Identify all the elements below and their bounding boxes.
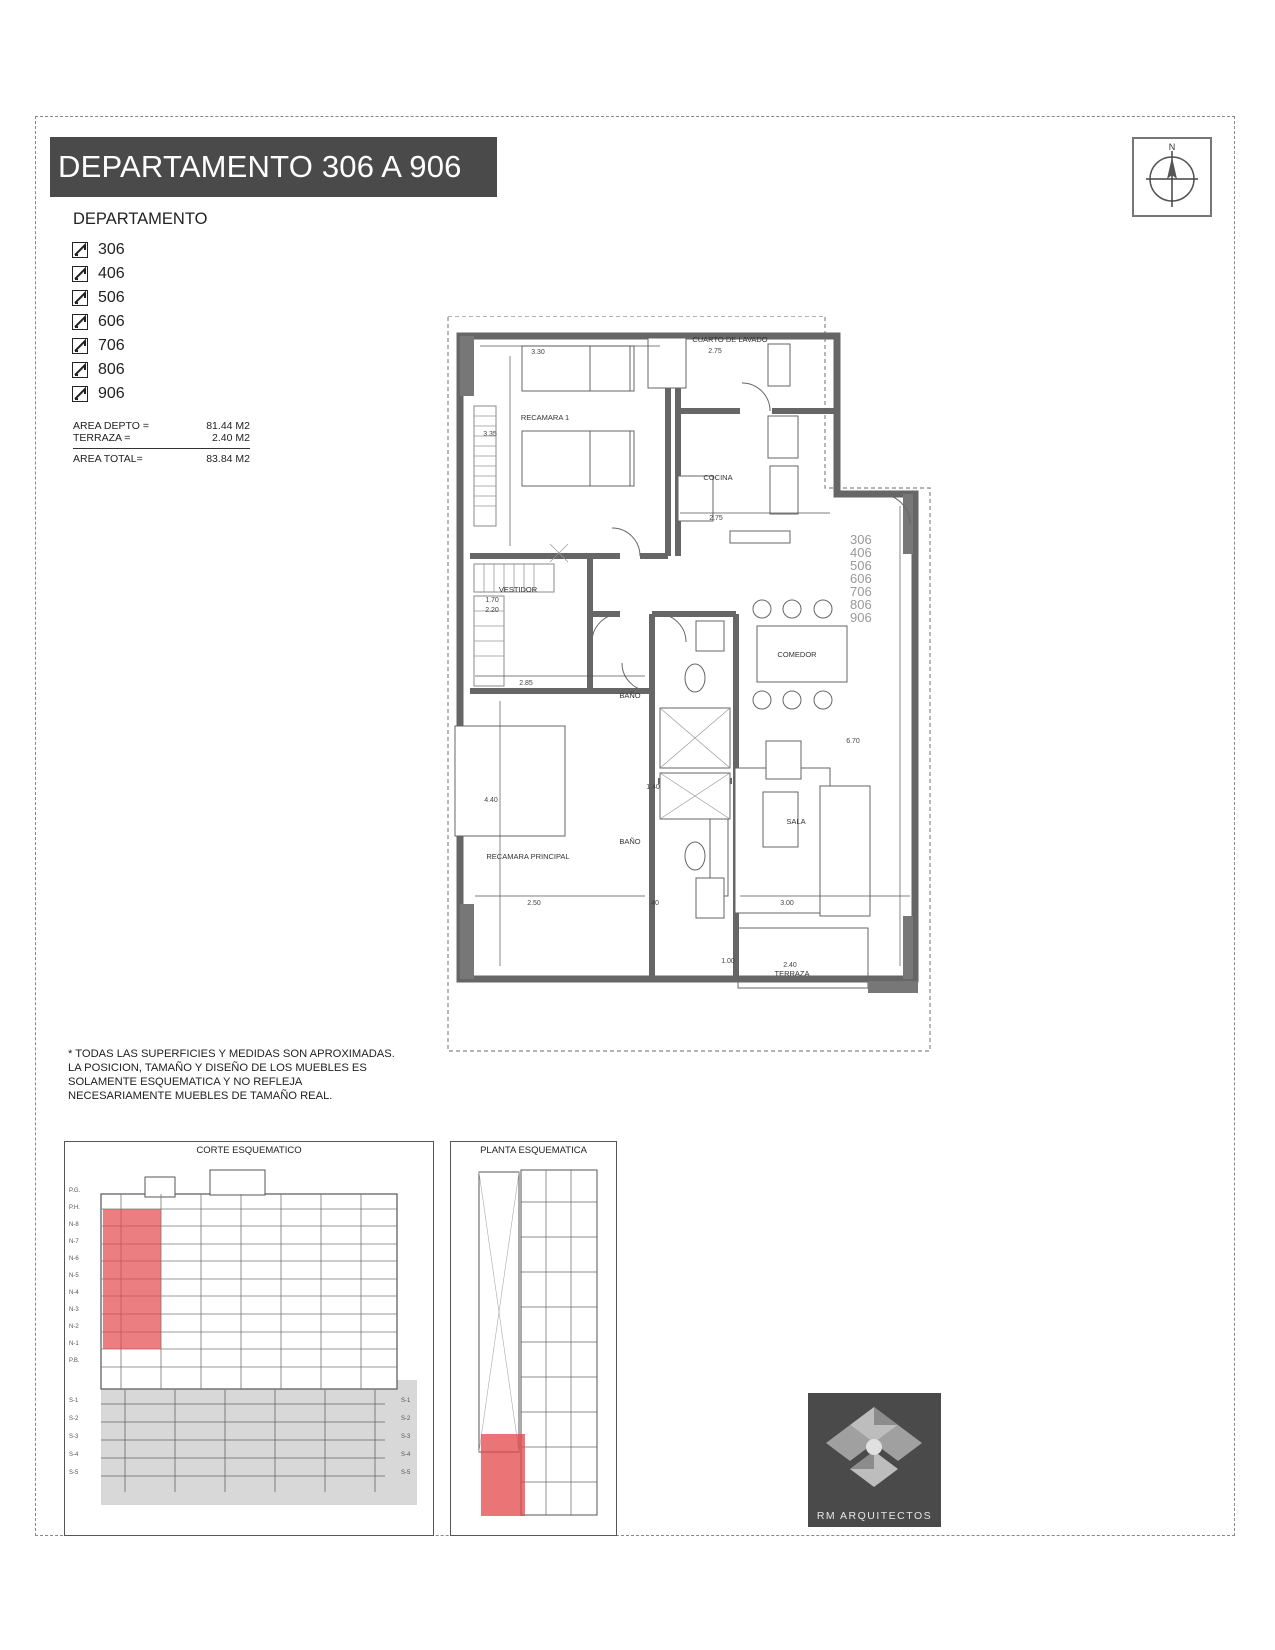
dim-label: 40 (651, 900, 659, 907)
room-label-lavado: CUARTO DE LAVADO (692, 335, 768, 344)
unit-stack-606: 606 (850, 571, 872, 586)
dim-label: 3.35 (483, 431, 497, 438)
svg-text:P.H.: P.H. (69, 1205, 80, 1211)
checkbox-icon (72, 266, 88, 282)
svg-text:N-5: N-5 (69, 1273, 79, 1279)
checkbox-icon (72, 338, 88, 354)
svg-text:N-7: N-7 (69, 1239, 79, 1245)
compass-icon (1132, 137, 1212, 217)
svg-text:S-3: S-3 (69, 1434, 79, 1440)
schematic-section (64, 1141, 434, 1536)
note-furniture: LA POSICION, TAMAÑO Y DISEÑO DE LOS MUEBLES ES SOLAMENTE ESQUEMATICA Y NO REFLEJA NECESARIAMENTE MUEBLES DE TAMAÑO REAL. (68, 1062, 367, 1102)
room-label-sala: SALA (786, 817, 806, 826)
dim-label: 3.30 (531, 349, 545, 356)
room-label-bano1: BAÑO (619, 691, 641, 700)
room-label-comedor: COMEDOR (777, 650, 817, 659)
unit-item (72, 334, 125, 358)
svg-text:S-4: S-4 (401, 1452, 411, 1458)
dim-label: 2.75 (708, 348, 722, 355)
page-title: DEPARTAMENTO 306 A 906 (50, 137, 497, 197)
unit-number: 906 (98, 385, 125, 402)
room-label-vestidor: VESTIDOR (498, 585, 538, 594)
svg-text:S-2: S-2 (69, 1416, 79, 1422)
unit-number: 806 (98, 361, 125, 378)
unit-number: 606 (98, 313, 125, 330)
unit-stack-806: 806 (850, 597, 872, 612)
site-plan-title: PLANTA ESQUEMATICA (480, 1145, 587, 1156)
highlight-unit-location (481, 1434, 525, 1516)
unit-item (72, 310, 125, 334)
section-title: CORTE ESQUEMATICO (196, 1145, 302, 1156)
company-logo (808, 1393, 941, 1527)
room-label-recamara1: RECAMARA 1 (520, 413, 570, 422)
unit-number: 406 (98, 265, 125, 282)
area-depto-row: AREA DEPTO = 81.44 M2 (73, 420, 250, 432)
unit-item (72, 358, 125, 382)
unit-stack-506: 506 (850, 558, 872, 573)
checkbox-icon (72, 386, 88, 402)
svg-text:N-2: N-2 (69, 1324, 79, 1330)
svg-text:S-5: S-5 (401, 1470, 411, 1476)
dim-label: 3.00 (780, 900, 794, 907)
dim-label: 2.20 (485, 607, 499, 614)
svg-text:N-8: N-8 (69, 1222, 79, 1228)
unit-item (72, 382, 125, 406)
dim-label: 1.40 (646, 784, 660, 791)
dim-label: 2.50 (527, 900, 541, 907)
floor-plan (440, 316, 940, 1056)
room-label-bano2: BAÑO (619, 837, 641, 846)
unit-number: 706 (98, 337, 125, 354)
area-total-row: AREA TOTAL= 83.84 M2 (73, 448, 250, 465)
checkbox-icon (72, 242, 88, 258)
notes (68, 1047, 408, 1103)
unit-list (72, 238, 125, 406)
unit-stack-306: 306 (850, 532, 872, 547)
unit-stack-906: 906 (850, 610, 872, 625)
dim-label: 6.70 (846, 738, 860, 745)
unit-item (72, 286, 125, 310)
schematic-plan (450, 1141, 617, 1536)
dim-label: 2.75 (709, 515, 723, 522)
logo-text: RM ARQUITECTOS (816, 1510, 933, 1522)
svg-text:N-4: N-4 (69, 1290, 79, 1296)
unit-item (72, 262, 125, 286)
svg-text:N-1: N-1 (69, 1341, 79, 1347)
svg-text:S-2: S-2 (401, 1416, 411, 1422)
unit-item (72, 238, 125, 262)
checkbox-icon (72, 290, 88, 306)
svg-text:S-3: S-3 (401, 1434, 411, 1440)
svg-text:N-6: N-6 (69, 1256, 79, 1262)
dim-label: 4.40 (484, 797, 498, 804)
note-measures: * TODAS LAS SUPERFICIES Y MEDIDAS SON APROXIMADAS. (68, 1048, 395, 1060)
logo-mark-icon (808, 1393, 941, 1503)
svg-text:S-4: S-4 (69, 1452, 79, 1458)
dim-label: 1.00 (721, 958, 735, 965)
unit-number: 306 (98, 241, 125, 258)
area-summary (73, 420, 250, 465)
svg-text:P.G.: P.G. (69, 1188, 81, 1194)
compass-north-label: N (1168, 142, 1176, 152)
checkbox-icon (72, 362, 88, 378)
dim-label: 1.70 (485, 597, 499, 604)
svg-text:S-5: S-5 (69, 1470, 79, 1476)
room-label-cocina: COCINA (703, 473, 733, 482)
unit-stack-406: 406 (850, 545, 872, 560)
svg-text:S-1: S-1 (69, 1398, 79, 1404)
svg-text:P.B.: P.B. (69, 1358, 80, 1364)
room-label-recamara-principal: RECAMARA PRINCIPAL (486, 852, 570, 861)
dim-label: 2.40 (783, 962, 797, 969)
unit-list-heading: DEPARTAMENTO (73, 210, 208, 228)
checkbox-icon (72, 314, 88, 330)
svg-text:N-3: N-3 (69, 1307, 79, 1313)
room-label-terraza: TERRAZA (774, 969, 810, 978)
highlight-units (103, 1209, 161, 1349)
unit-stack-706: 706 (850, 584, 872, 599)
unit-number: 506 (98, 289, 125, 306)
dim-label: 2.85 (519, 680, 533, 687)
svg-text:S-1: S-1 (401, 1398, 411, 1404)
area-terraza-row: TERRAZA = 2.40 M2 (73, 432, 250, 444)
